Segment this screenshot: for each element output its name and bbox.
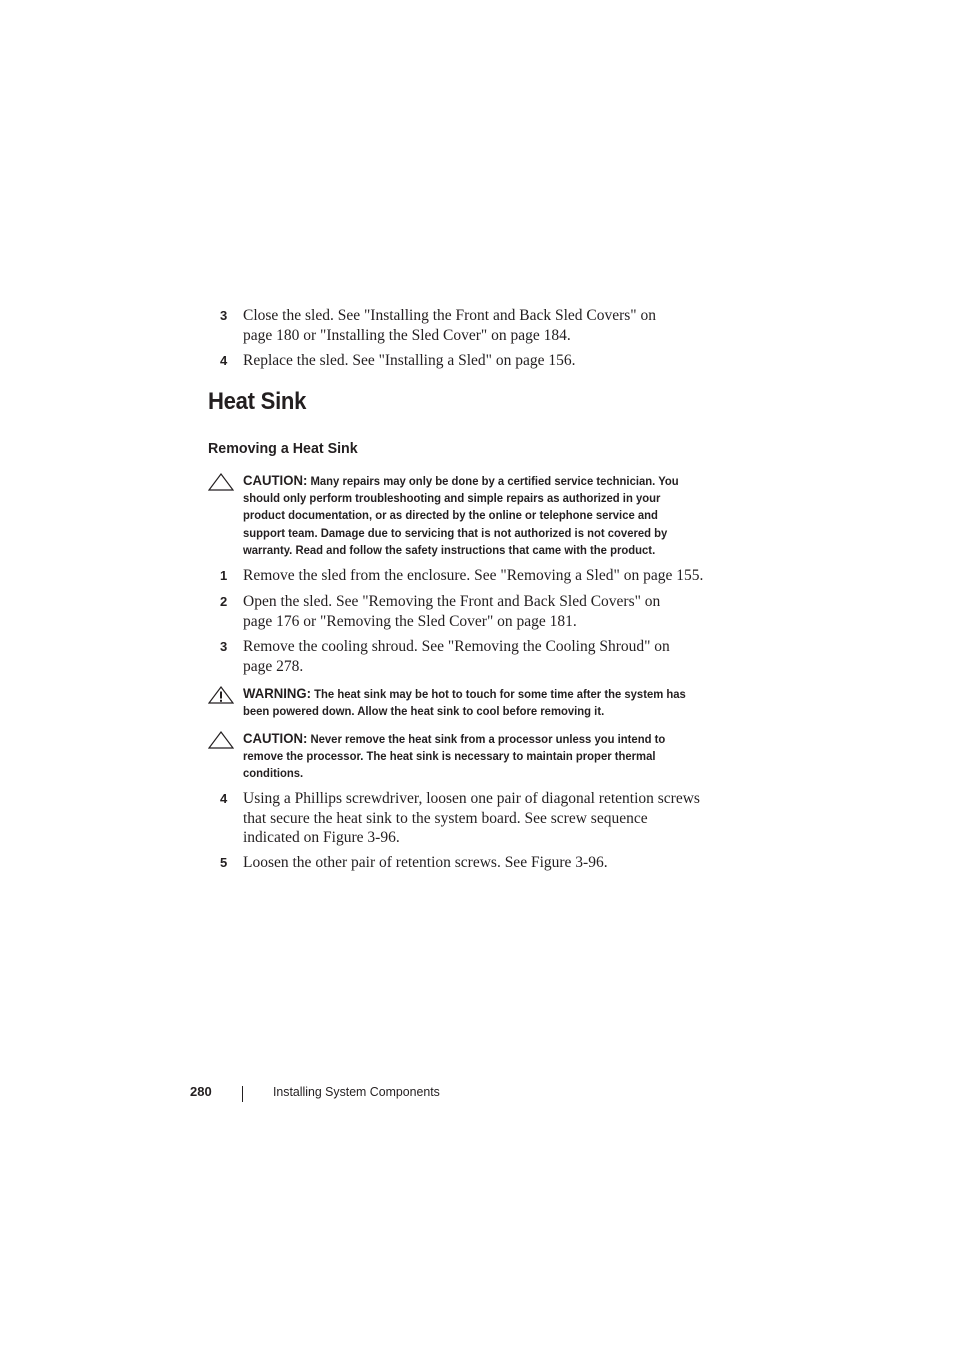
page-number: 280: [190, 1084, 212, 1099]
step-number: 4: [220, 791, 228, 806]
step-line: that secure the heat sink to the system board. See screw sequence: [243, 809, 648, 827]
step-number: 5: [220, 855, 228, 870]
step-number: 4: [220, 353, 228, 368]
step-line: Open the sled. See "Removing the Front and Back Sled Covers" on: [243, 593, 661, 610]
caution-text: [243, 730, 704, 783]
footer-divider: [242, 1086, 243, 1102]
notice-line: Many repairs may only be done by a certified service technician. You: [310, 474, 679, 488]
step-line: page 278.: [243, 657, 304, 675]
step-text: [243, 351, 723, 371]
subsection-heading: Removing a Heat Sink: [208, 440, 358, 457]
step-line: Replace the sled. See "Installing a Sled" on page 156.: [243, 352, 576, 369]
step-line: page 176 or "Removing the Sled Cover" on page 181.: [243, 612, 577, 630]
notice-line: product documentation, or as directed by the online or telephone service and: [243, 508, 658, 522]
caution-label: CAUTION:: [243, 730, 308, 746]
step-text: [243, 637, 723, 676]
notice-line: conditions.: [243, 766, 304, 780]
step-number: 1: [220, 568, 228, 583]
warning-label: WARNING:: [243, 685, 311, 701]
notice-line: The heat sink may be hot to touch for some time after the system has: [314, 687, 686, 701]
warning-text: [243, 685, 704, 720]
warning-triangle-icon: [208, 686, 234, 704]
step-text: [243, 789, 723, 848]
caution-text: [243, 472, 704, 560]
caution-triangle-icon: [208, 731, 234, 749]
step-text: [243, 592, 723, 631]
step-line: Using a Phillips screwdriver, loosen one pair of diagonal retention screws: [243, 790, 700, 807]
notice-line: warranty. Read and follow the safety instructions that came with the product.: [243, 543, 656, 557]
notice-line: remove the processor. The heat sink is necessary to maintain proper thermal: [243, 748, 656, 763]
caution-triangle-icon: [208, 473, 234, 491]
step-number: 3: [220, 308, 228, 323]
step-line: Loosen the other pair of retention screws. See Figure 3-96.: [243, 854, 608, 871]
footer-section-title: Installing System Components: [273, 1084, 440, 1099]
notice-line: Never remove the heat sink from a processor unless you intend to: [310, 732, 666, 746]
notice-line: support team. Damage due to servicing that is not authorized is not covered by: [243, 525, 668, 540]
step-number: 2: [220, 594, 228, 609]
notice-line: should only perform troubleshooting and simple repairs as authorized in your: [243, 490, 661, 505]
section-heading: Heat Sink: [208, 388, 307, 415]
step-text: [243, 306, 723, 345]
step-number: 3: [220, 639, 228, 654]
step-line: indicated on Figure 3-96.: [243, 829, 400, 846]
step-text: [243, 566, 723, 586]
step-line: Remove the cooling shroud. See "Removing the Cooling Shroud" on: [243, 638, 670, 655]
step-line: page 180 or "Installing the Sled Cover" on page 184.: [243, 326, 571, 344]
step-line: Close the sled. See "Installing the Front and Back Sled Covers" on: [243, 307, 657, 324]
caution-label: CAUTION:: [243, 472, 308, 488]
step-line: Remove the sled from the enclosure. See "Removing a Sled" on page 155.: [243, 567, 704, 584]
notice-line: been powered down. Allow the heat sink to cool before removing it.: [243, 703, 605, 718]
step-text: [243, 853, 723, 873]
